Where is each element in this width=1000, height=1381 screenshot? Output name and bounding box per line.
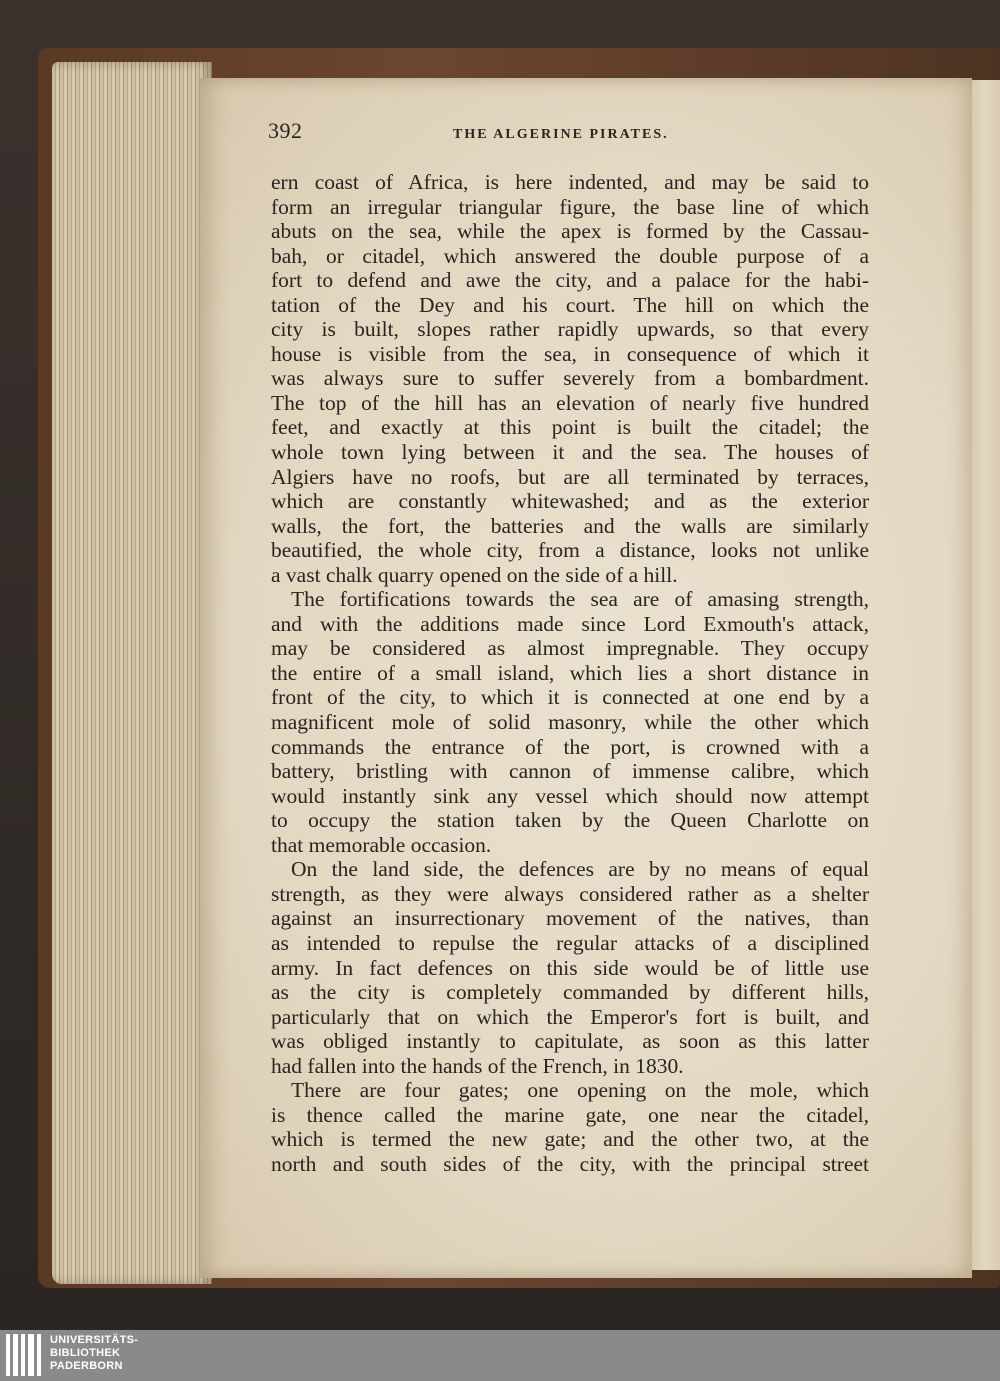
paragraph-end-line: a vast chalk quarry opened on the side of a hill. bbox=[271, 562, 678, 587]
paragraph-start-line: The fortifications towards the sea are of amasing strength, bbox=[291, 587, 869, 612]
text-line: battery, bristling with cannon of immense calibre, which bbox=[271, 759, 869, 784]
text-line: to occupy the station taken by the Queen Charlotte on bbox=[271, 808, 869, 833]
text-line: whole town lying between it and the sea. The houses of bbox=[271, 440, 869, 465]
logo-line-1: UNIVERSITÄTS- bbox=[50, 1334, 139, 1346]
library-logo-text bbox=[50, 1334, 138, 1373]
text-line: city is built, slopes rather rapidly upwards, so that every bbox=[271, 317, 869, 342]
text-line: as intended to repulse the regular attacks of a disciplined bbox=[271, 930, 869, 955]
text-line: and with the additions made since Lord Exmouth's attack, bbox=[271, 611, 869, 636]
library-footer-bar bbox=[0, 1330, 1000, 1381]
text-line: ern coast of Africa, is here indented, and may be said to bbox=[271, 170, 869, 194]
text-line: commands the entrance of the port, is crowned with a bbox=[271, 734, 869, 759]
text-line: army. In fact defences on this side would be of little use bbox=[271, 955, 869, 980]
logo-line-2: BIBLIOTHEK bbox=[50, 1347, 121, 1359]
text-line: feet, and exactly at this point is built the citadel; the bbox=[271, 415, 869, 440]
text-line: strength, as they were always considered rather as a shelter bbox=[271, 881, 869, 906]
paragraph-end-line: had fallen into the hands of the French, in 1830. bbox=[271, 1053, 684, 1078]
text-line: house is visible from the sea, in consequence of which it bbox=[271, 341, 869, 366]
text-line: was obliged instantly to capitulate, as soon as this latter bbox=[271, 1029, 869, 1054]
text-line: which is termed the new gate; and the other two, at the bbox=[271, 1127, 869, 1152]
paragraph-end-line: that memorable occasion. bbox=[271, 832, 492, 857]
text-line: north and south sides of the city, with the principal street bbox=[271, 1151, 869, 1176]
running-title: THE ALGERINE PIRATES. bbox=[453, 127, 669, 142]
text-line: which are constantly whitewashed; and as the exterior bbox=[271, 489, 869, 514]
text-line: bah, or citadel, which answered the double purpose of a bbox=[271, 243, 869, 268]
page-edges bbox=[52, 62, 212, 1284]
text-line: would instantly sink any vessel which should now attempt bbox=[271, 783, 869, 808]
text-line: was always sure to suffer severely from a bombardment. bbox=[271, 366, 869, 391]
text-line: magnificent mole of solid masonry, while the other which bbox=[271, 710, 869, 735]
paragraph-start-line: On the land side, the defences are by no means of equal bbox=[291, 857, 869, 882]
text-line: front of the city, to which it is connected at one end by a bbox=[271, 685, 869, 710]
logo-line-3: PADERBORN bbox=[50, 1360, 123, 1372]
text-line: may be considered as almost impregnable. They occupy bbox=[271, 636, 869, 661]
paragraph-start-line: There are four gates; one opening on the mole, which bbox=[291, 1078, 869, 1103]
page-number: 392 bbox=[268, 118, 303, 143]
text-line: abuts on the sea, while the apex is formed by the Cassau- bbox=[271, 219, 869, 244]
text-line: Algiers have no roofs, but are all terminated by terraces, bbox=[271, 464, 869, 489]
text-line: tation of the Dey and his court. The hill on which the bbox=[271, 292, 869, 317]
text-line: walls, the fort, the batteries and the walls are similarly bbox=[271, 513, 869, 538]
text-line: form an irregular triangular figure, the base line of which bbox=[271, 194, 869, 219]
text-line: The top of the hill has an elevation of nearly five hundred bbox=[271, 390, 869, 415]
body-text bbox=[271, 170, 869, 1176]
text-line: fort to defend and awe the city, and a palace for the habi- bbox=[271, 268, 869, 293]
text-line: beautified, the whole city, from a distance, looks not unlike bbox=[271, 538, 869, 563]
text-line: against an insurrectionary movement of the natives, than bbox=[271, 906, 869, 931]
text-line: is thence called the marine gate, one near the citadel, bbox=[271, 1102, 869, 1127]
library-logo-icon bbox=[6, 1334, 42, 1376]
text-line: as the city is completely commanded by different hills, bbox=[271, 980, 869, 1005]
page-header bbox=[268, 118, 868, 148]
text-line: particularly that on which the Emperor's fort is built, and bbox=[271, 1004, 869, 1029]
text-line: the entire of a small island, which lies a short distance in bbox=[271, 660, 869, 685]
